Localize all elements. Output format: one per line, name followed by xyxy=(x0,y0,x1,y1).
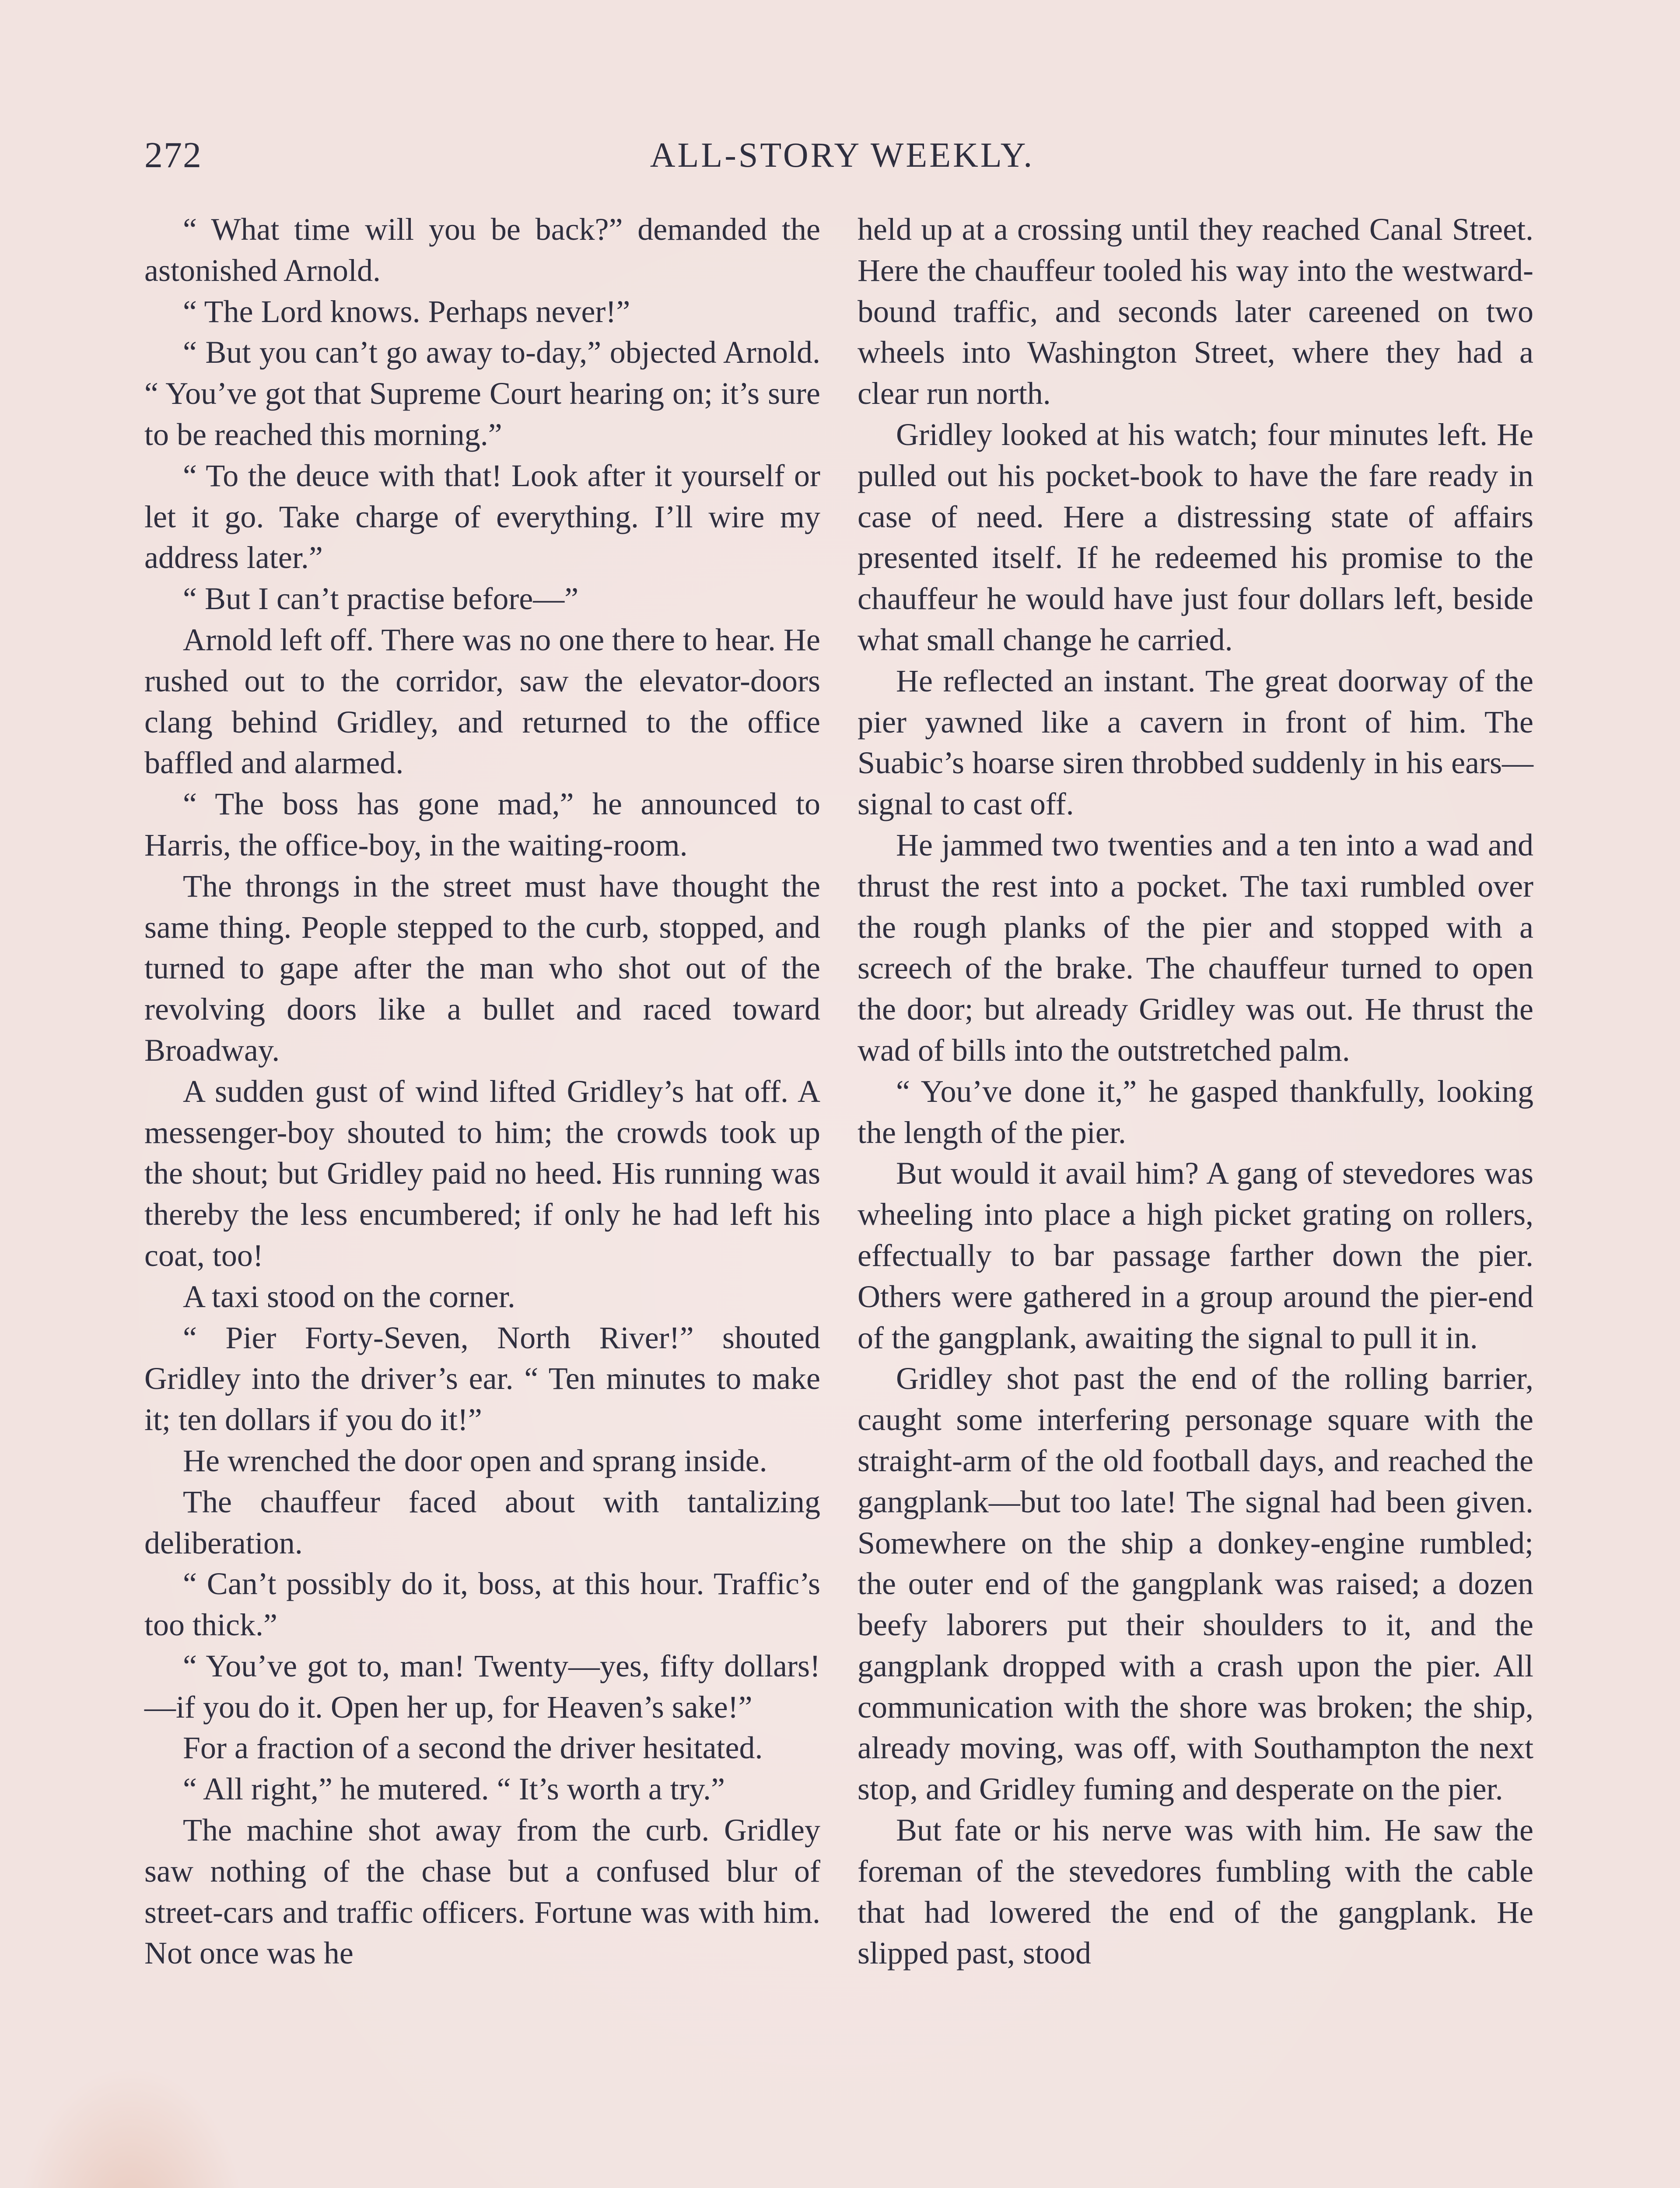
running-title: ALL-STORY WEEKLY. xyxy=(650,136,1035,175)
paragraph: He reflected an instant. The great doorway of the pier yawned like a cavern in front of him. The Suabic’s hoarse siren throbbed suddenly in his ears—signal to cast off. xyxy=(858,663,1533,822)
paragraph: A sudden gust of wind lifted Gridley’s hat off. A messenger-boy shouted to him; the crowds took up the shout; but Gridley paid no heed. His running was thereby the less encumbered; if only he had left his coat, too! xyxy=(144,1073,820,1273)
paragraph: He wrenched the door open and sprang inside. xyxy=(183,1443,767,1478)
paragraph: “ To the deuce with that! Look after it yourself or let it go. Take charge of everything. I’ll wire my address later.” xyxy=(144,458,820,575)
paragraph: But would it avail him? A gang of stevedores was wheeling into place a high picket grating on rollers, effectually to bar passage farther down the pier. Others were gathered in a group around the pier-end of the gangplank, awaiting the signal to pull it in. xyxy=(858,1156,1533,1355)
paragraph: Arnold left off. There was no one there to hear. He rushed out to the corridor, saw the elevator-doors clang behind Gridley, and returned to the office baffled and alarmed. xyxy=(144,622,820,781)
page-header xyxy=(144,131,1540,184)
paragraph: “ Can’t possibly do it, boss, at this hour. Traffic’s too thick.” xyxy=(144,1566,820,1643)
paragraph: Gridley looked at his watch; four minutes left. He pulled out his pocket-book to have the fare ready in case of need. Here a distressing state of affairs presented itself. If he redeemed his promise to the chauffeur he would have just four dollars left, beside what small change he carried. xyxy=(858,417,1533,657)
paragraph: “ The boss has gone mad,” he announced to Harris, the office-boy, in the waiting-room. xyxy=(144,786,820,863)
paragraph: “ The Lord knows. Perhaps never!” xyxy=(183,294,630,329)
right-column xyxy=(858,209,1533,1974)
paragraph: “ You’ve done it,” he gasped thankfully, looking the length of the pier. xyxy=(858,1073,1533,1150)
paragraph: He jammed two twenties and a ten into a wad and thrust the rest into a pocket. The taxi rumbled over the rough planks of the pier and stopped with a screech of the brake. The chauffeur turned to open the door; but already Gridley was out. He thrust the wad of bills into the outstretched palm. xyxy=(858,827,1533,1068)
paragraph: A taxi stood on the corner. xyxy=(183,1279,515,1314)
left-column xyxy=(144,209,820,1974)
paragraph: “ But you can’t go away to-day,” objected Arnold. “ You’ve got that Supreme Court hearing on; it’s sure to be reached this morning.” xyxy=(144,335,820,452)
paragraph: The throngs in the street must have thought the same thing. People stepped to the curb, stopped, and turned to gape after the man who shot out of the revolving doors like a bullet and raced toward Broadway. xyxy=(144,868,820,1068)
paragraph: “ All right,” he mutered. “ It’s worth a try.” xyxy=(183,1771,725,1807)
paragraph: “ What time will you be back?” demanded the astonished Arnold. xyxy=(144,212,820,288)
paragraph: “ You’ve got to, man! Twenty—yes, fifty dollars!—if you do it. Open her up, for Heaven’s sake!” xyxy=(144,1648,820,1725)
paragraph: “ Pier Forty-Seven, North River!” shouted Gridley into the driver’s ear. “ Ten minutes to make it; ten dollars if you do it!” xyxy=(144,1320,820,1438)
paragraph-continued: held up at a crossing until they reached Canal Street. Here the chauffeur tooled his way into the westward-bound traffic, and seconds later careened on two wheels into Washington Street, where they had a clear run north. xyxy=(858,212,1533,411)
paragraph: For a fraction of a second the driver hesitated. xyxy=(183,1730,763,1766)
paragraph: “ But I can’t practise before—” xyxy=(183,581,579,617)
paragraph: But fate or his nerve was with him. He saw the foreman of the stevedores fumbling with the cable that had lowered the end of the gangplank. He slipped past, stood xyxy=(858,1813,1533,1971)
paragraph: The machine shot away from the curb. Gridley saw nothing of the chase but a confused blur of street-cars and traffic officers. Fortune was with him. Not once was he xyxy=(144,1813,820,1971)
paragraph: The chauffeur faced about with tantalizing deliberation. xyxy=(144,1484,820,1560)
paragraph: Gridley shot past the end of the rolling barrier, caught some interfering personage square with the straight-arm of the old football days, and reached the gangplank—but too late! The signal had been given. Somewhere on the ship a donkey-engine rumbled; the outer end of the gangplank was raised; a dozen beefy laborers put their shoulders to it, and the gangplank dropped with a crash upon the pier. All communication with the shore was broken; the ship, already moving, was off, with Southampton the next stop, and Gridley fuming and desperate on the pier. xyxy=(858,1361,1533,1807)
page-number: 272 xyxy=(144,135,202,175)
